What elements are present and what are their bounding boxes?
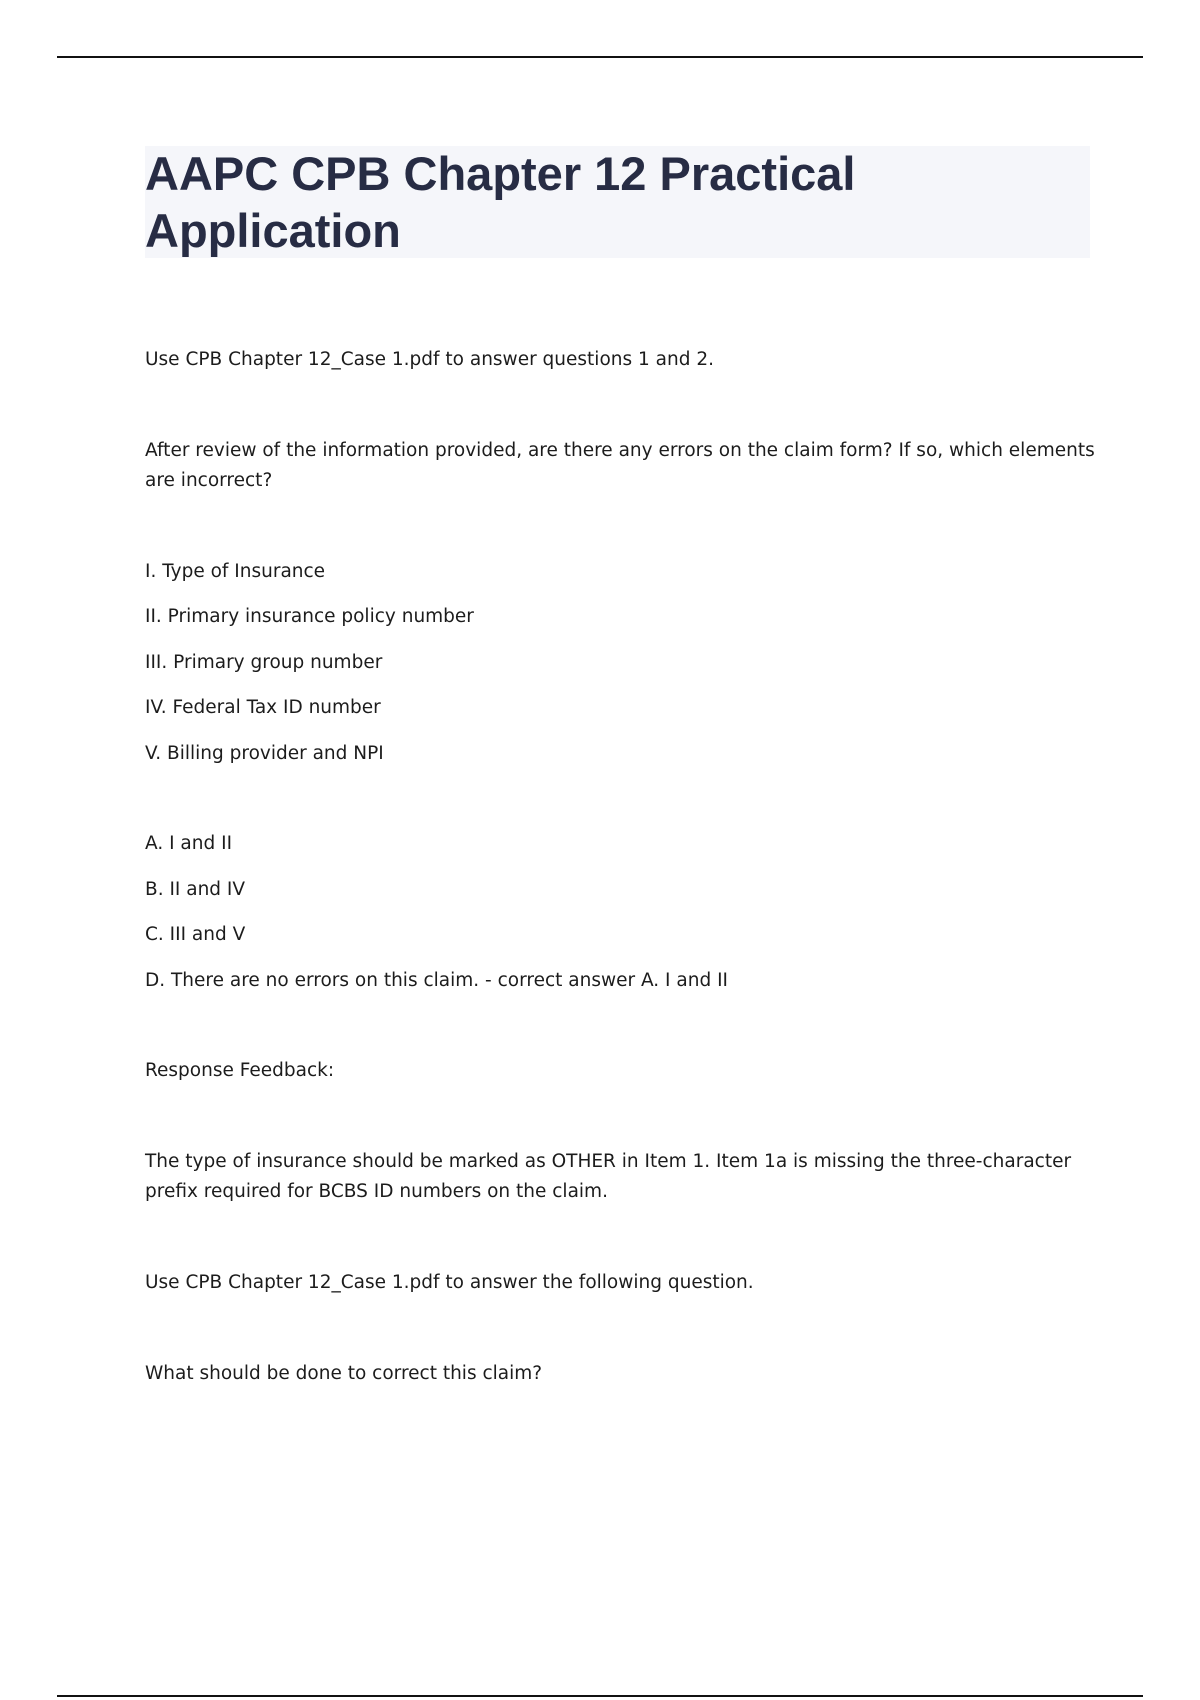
header-rule xyxy=(57,56,1143,58)
element-item-4: IV. Federal Tax ID number xyxy=(145,697,381,718)
answer-option-d: D. There are no errors on this claim. - correct answer A. I and II xyxy=(145,970,728,991)
feedback-label: Response Feedback: xyxy=(145,1060,335,1081)
element-item-3: III. Primary group number xyxy=(145,652,383,673)
answer-option-a: A. I and II xyxy=(145,833,233,854)
answer-option-c: C. III and V xyxy=(145,924,246,945)
question-1: After review of the information provided, are there any errors on the claim form? If so, which elements are incorrect? xyxy=(145,440,1095,491)
page-title: AAPC CPB Chapter 12 Practical Application xyxy=(145,147,856,257)
question-2: What should be done to correct this claim? xyxy=(145,1363,543,1384)
case-instruction-2: Use CPB Chapter 12_Case 1.pdf to answer the following question. xyxy=(145,1272,754,1293)
answer-option-b: B. II and IV xyxy=(145,879,246,900)
element-item-1: I. Type of Insurance xyxy=(145,561,326,582)
element-item-5: V. Billing provider and NPI xyxy=(145,743,384,764)
element-item-2: II. Primary insurance policy number xyxy=(145,606,474,627)
feedback-text: The type of insurance should be marked as OTHER in Item 1. Item 1a is missing the three-character prefix required for BCBS ID numbers on the claim. xyxy=(145,1151,1072,1202)
footer-rule xyxy=(57,1695,1143,1697)
case-instruction-1: Use CPB Chapter 12_Case 1.pdf to answer questions 1 and 2. xyxy=(145,349,714,370)
